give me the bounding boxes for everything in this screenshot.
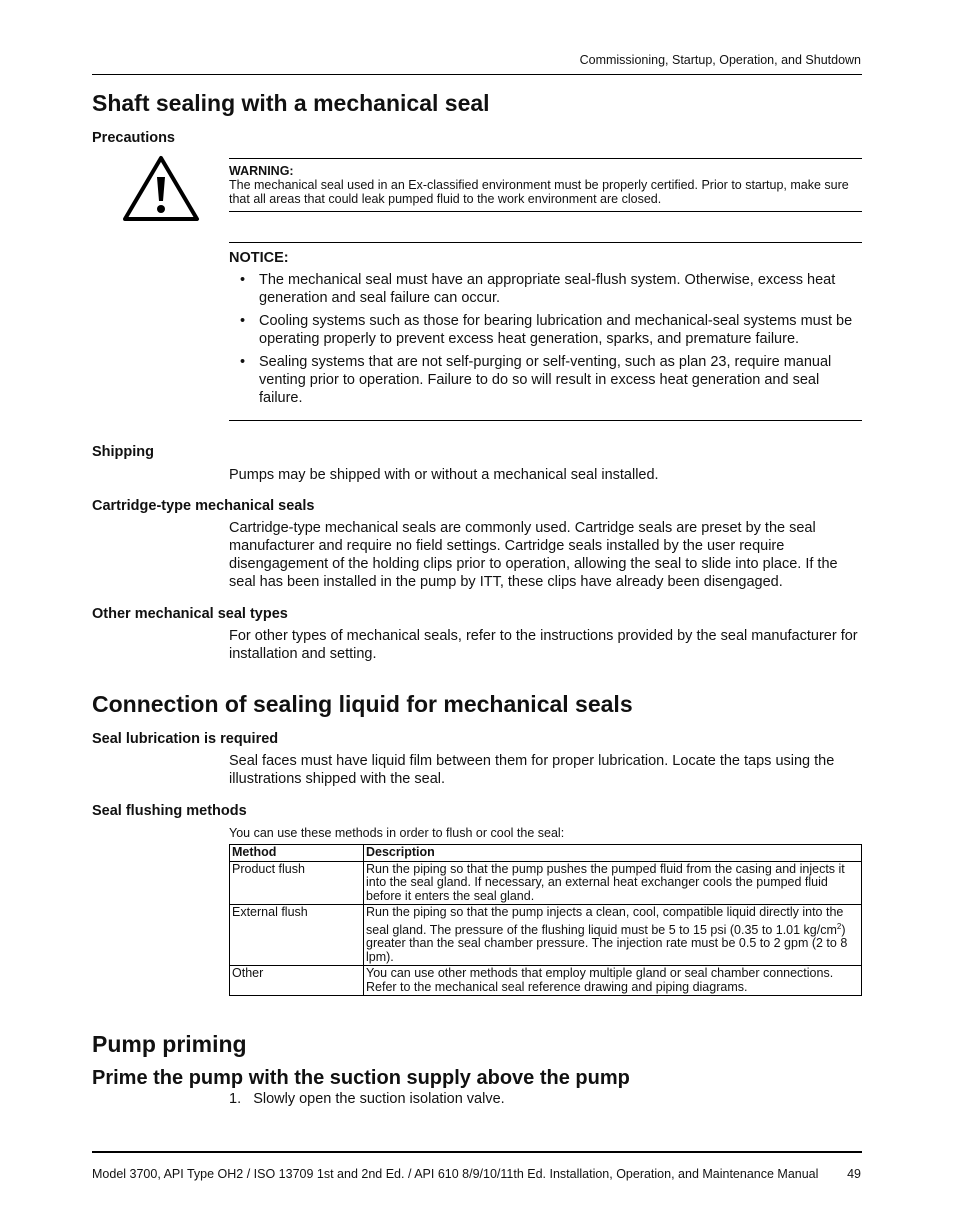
table-row (230, 861, 862, 905)
heading-cartridge-seals: Cartridge-type mechanical seals (92, 498, 315, 514)
notice-top-rule (229, 242, 862, 243)
header-divider (92, 74, 862, 75)
other-seal-types-text: For other types of mechanical seals, refer to the instructions provided by the seal manufacturer for installation and setting. (229, 628, 858, 662)
step-number: 1. (229, 1091, 242, 1107)
subsection-title-prime-pump: Prime the pump with the suction supply above the pump (92, 1067, 630, 1089)
notice-bottom-rule (229, 420, 862, 421)
description-cell: Run the piping so that the pump pushes the pumped fluid from the casing and injects it into the seal gland. If necessary, an external heat exchanger cools the pumped fluid before it enters the seal gland. (364, 861, 862, 905)
notice-item: • Sealing systems that are not self-purging or self-venting, such as plan 23, require manual venting prior to operation. Failure to do so will result in excess heat generation and seal failure. (240, 354, 832, 406)
heading-seal-lubrication: Seal lubrication is required (92, 731, 279, 747)
table-row (230, 905, 862, 966)
step-text: Slowly open the suction isolation valve. (253, 1091, 505, 1107)
notice-item: • Cooling systems such as those for bearing lubrication and mechanical-seal systems must be operating properly to prevent excess heat generation, sparks, and premature failure. (240, 313, 853, 347)
column-header-method: Method (230, 845, 364, 862)
description-text-part: ) greater than the seal chamber pressure. The injection rate must be 0.5 to 2 gpm (2 to 8 lpm). (366, 922, 848, 964)
description-cell (364, 905, 862, 966)
table-header-row (230, 845, 862, 862)
footer-divider (92, 1151, 862, 1153)
method-cell: External flush (230, 905, 364, 966)
cartridge-text: Cartridge-type mechanical seals are commonly used. Cartridge seals are preset by the seal manufacturer and require no field settings. Cartridge seals installed by the user require disengagement of the holding clips prior to operation, allowing the seal to slide into place. If the seal has been installed in the pump by ITT, these clips have already been disengaged. (229, 520, 838, 590)
section-title-shaft-sealing: Shaft sealing with a mechanical seal (92, 90, 490, 116)
warning-top-rule (229, 158, 862, 159)
heading-seal-flushing: Seal flushing methods (92, 803, 247, 819)
priming-step (229, 1090, 862, 1108)
seal-lubrication-text: Seal faces must have liquid film between them for proper lubrication. Locate the taps using the illustrations shipped with the seal. (229, 753, 835, 787)
heading-precautions: Precautions (92, 130, 175, 146)
flushing-methods-table-wrap (229, 844, 862, 996)
method-cell: Other (230, 966, 364, 996)
warning-text: The mechanical seal used in an Ex-classified environment must be properly certified. Prior to startup, make sure that all areas that could leak pumped fluid to the work environment are closed. (229, 178, 849, 206)
description-text-part: Run the piping so that the pump injects a clean, cool, compatible liquid directly into the seal gland. The pressure of the flushing liquid must be 5 to 15 psi (0.35 to 1.01 kg/cm (366, 905, 844, 937)
table-row (230, 966, 862, 996)
heading-other-seal-types: Other mechanical seal types (92, 606, 288, 622)
warning-label: WARNING: (229, 164, 294, 178)
warning-triangle-icon (122, 155, 200, 223)
page-number: 49 (847, 1167, 861, 1181)
section-title-sealing-liquid: Connection of sealing liquid for mechanical seals (92, 691, 633, 717)
method-cell: Product flush (230, 861, 364, 905)
warning-box (229, 164, 859, 206)
notice-item: • The mechanical seal must have an appropriate seal-flush system. Otherwise, excess heat generation and seal failure can occur. (240, 272, 836, 306)
seal-flushing-intro: You can use these methods in order to flush or cool the seal: (229, 826, 565, 840)
notice-box (229, 250, 862, 412)
footer-manual-title: Model 3700, API Type OH2 / ISO 13709 1st and 2nd Ed. / API 610 8/9/10/11th Ed. Installation, Operation, and Maintenance Manual (92, 1167, 819, 1181)
description-cell: You can use other methods that employ multiple gland or seal chamber connections. Refer to the mechanical seal reference drawing and piping diagrams. (364, 966, 862, 996)
running-header: Commissioning, Startup, Operation, and Shutdown (579, 53, 861, 67)
warning-bottom-rule (229, 211, 862, 212)
column-header-description: Description (364, 845, 862, 862)
notice-list (229, 271, 862, 407)
flushing-methods-table (229, 844, 862, 996)
shipping-text: Pumps may be shipped with or without a mechanical seal installed. (229, 467, 659, 483)
notice-label: NOTICE: (229, 250, 289, 266)
section-title-pump-priming: Pump priming (92, 1031, 247, 1057)
superscript: 2 (836, 921, 842, 931)
heading-shipping: Shipping (92, 444, 155, 460)
